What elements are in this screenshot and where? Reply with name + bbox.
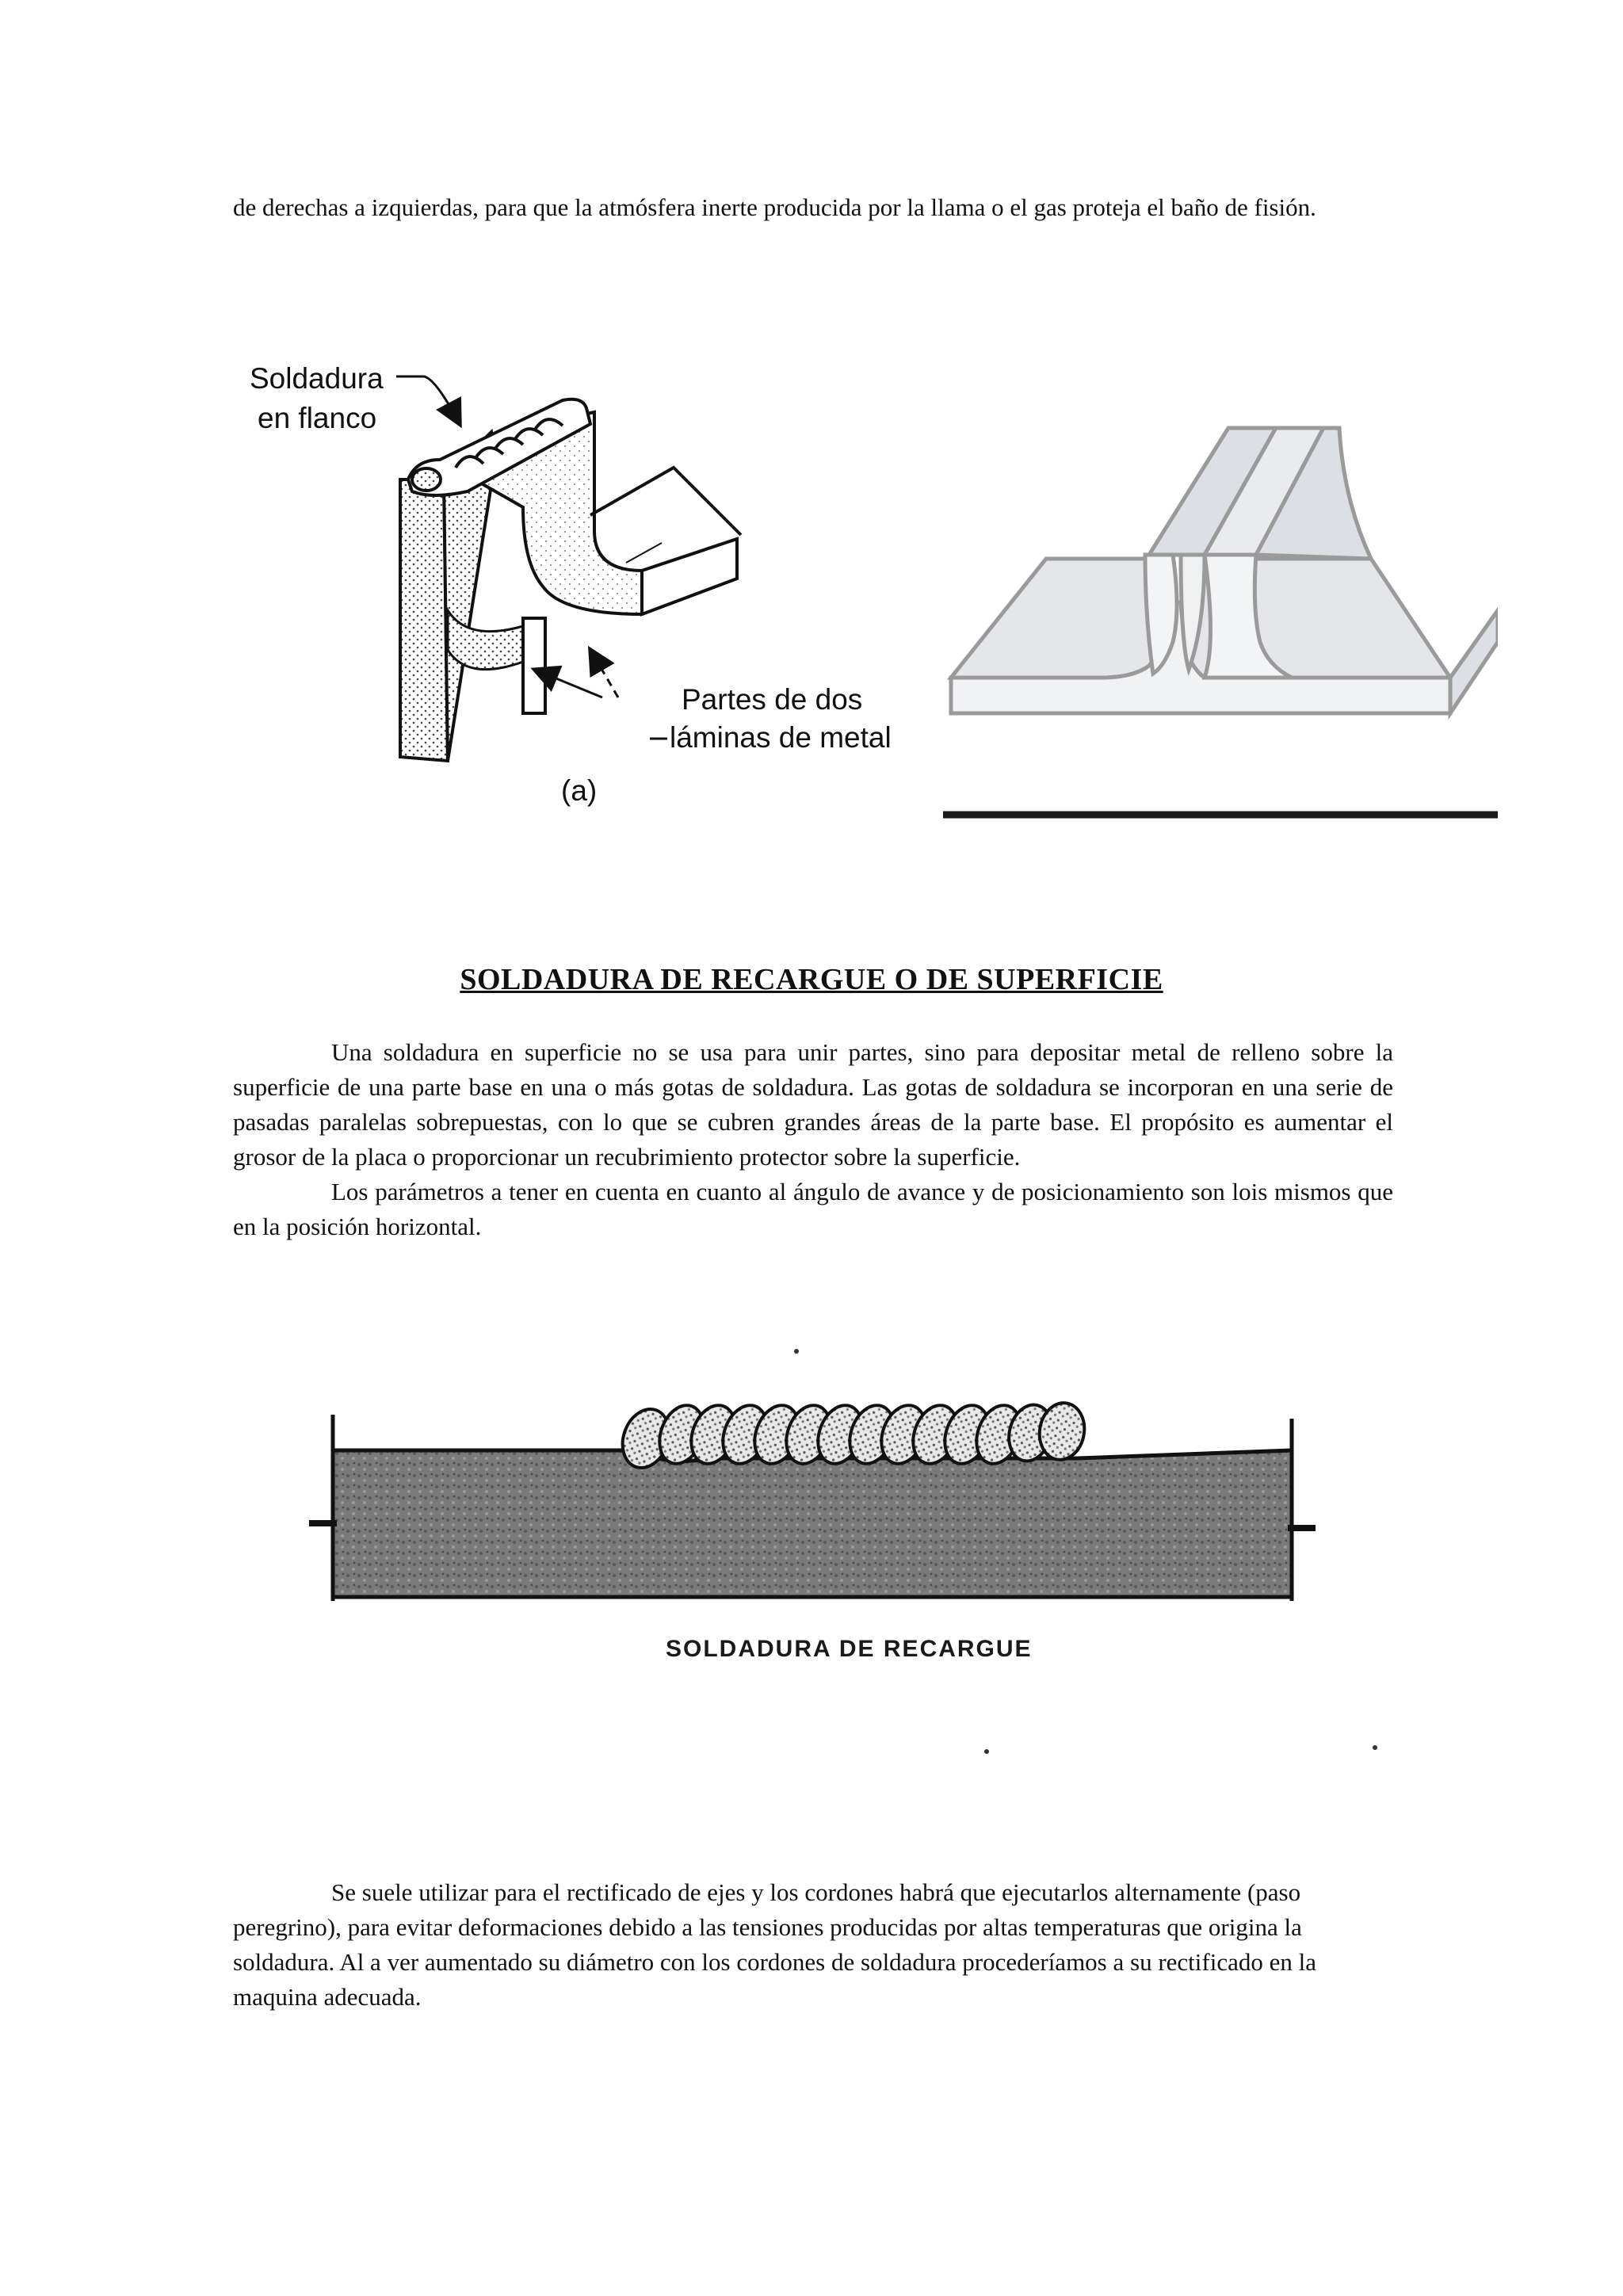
surfacing-figure-caption: SOLDADURA DE RECARGUE [666,1636,1033,1662]
parts-label-line1: Partes de dos [682,683,863,716]
section-paragraph-1: Una soldadura en superficie no se usa para unir partes, sino para depositar metal de relleno sobre la superficie de una parte base en una o más gotas de soldadura. Las gotas de soldadura se incorporan en una serie de pasadas paralelas sobrepuestas, con lo que se cubren grandes áreas de la parte base. El propósito es aumentar el grosor de la placa o proporcionar un recubrimiento protector sobre la superficie. [233,1038,1393,1171]
weld-label-line2-text: en flanco [258,402,377,434]
weld-label-line1: Soldadura [250,362,384,395]
section-paragraph-2: Los parámetros a tener en cuenta en cuanto al ángulo de avance y de posicionamiento son lois mismos que en la posición horizontal. [233,1178,1393,1240]
surfacing-weld-figure [301,1339,1395,1767]
base-plate [333,1450,1292,1597]
closing-paragraph-text: Se suele utilizar para el rectificado de ejes y los cordones habrá que ejecutarlos alternamente (paso peregrino), para evitar deformaciones debido a las tensiones producidas por altas temperaturas que origina la soldadura. Al a ver aumentado su diámetro con los cordones de soldadura procederíamos a su rectificado en la maquina adecuada. [233,1878,1316,2011]
parts-label-line2: láminas de metal [670,721,892,754]
section-heading: SOLDADURA DE RECARGUE O DE SUPERFICIE [460,963,1163,996]
top-paragraph: de derechas a izquierdas, para que la atmósfera inerte producida por la llama o el gas proteja el baño de fisión. [233,193,1316,221]
joint-3d-figure [943,404,1498,824]
closing-paragraph [233,1875,1393,2015]
flank-weld-figure [230,349,943,824]
vertical-plate-front [400,479,448,761]
figure-sub-label: (a) [561,774,598,807]
